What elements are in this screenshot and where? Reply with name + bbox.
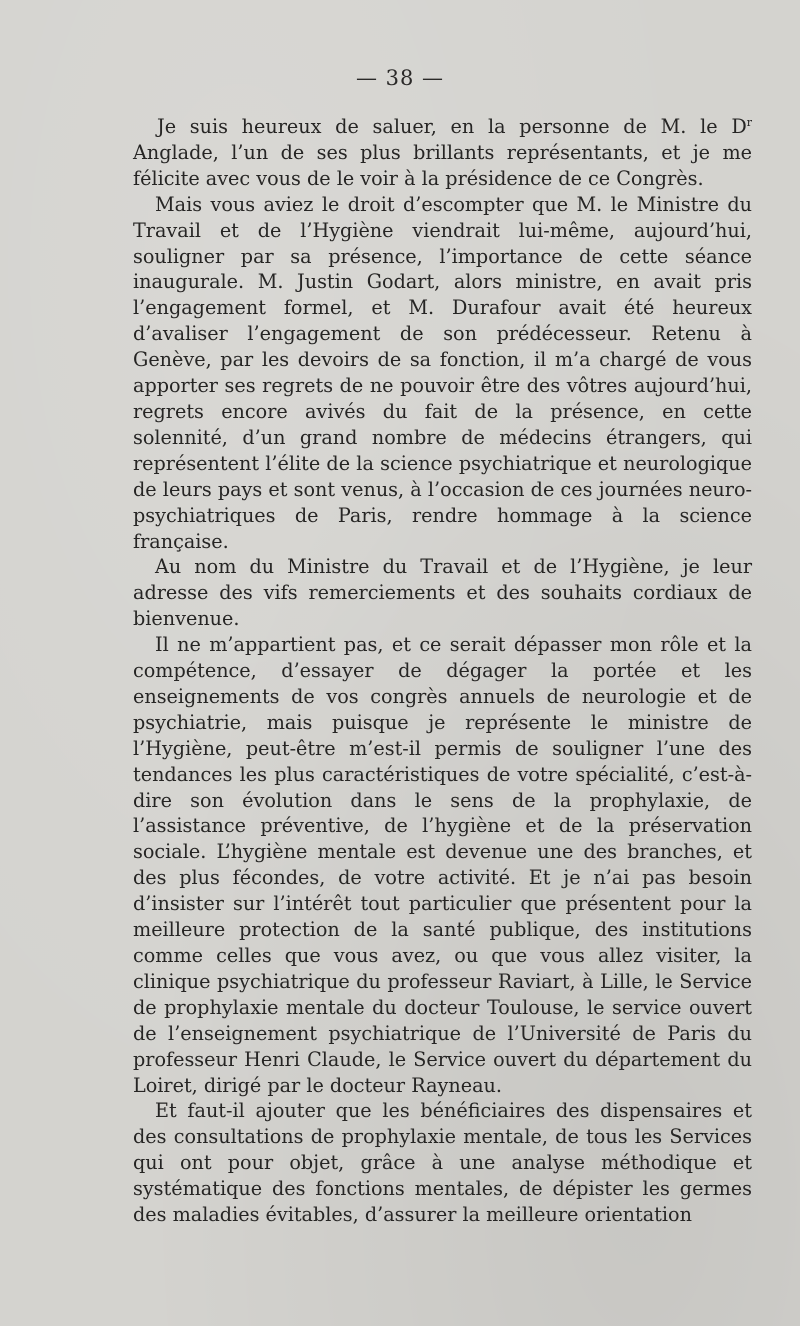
paragraph-5: Et faut-il ajouter que les bénéficiaires des dispensaires et des consultations de prophylaxie mentale, de tous les Services qui ont pour objet, grâce à une analyse méthodique et systématique des fonctions mentales, de dépister les germes des maladies évitables, d’assurer la meilleure orientation (133, 1099, 752, 1227)
doctor-abbreviation-superscript: r (746, 116, 752, 129)
paragraph-2: Mais vous aviez le droit d’escompter que M. le Ministre du Travail et de l’Hygiène viendrait lui-même, aujourd’hui, souligner par sa présence, l’importance de cette séance inaugurale. M. Justin Godart, alors ministre, en avait pris l’engagement formel, et M. Durafour avait été heureux d’avaliser l’engagement de son prédécesseur. Retenu à Genève, par les devoirs de sa fonction, il m’a chargé de vous apporter ses regrets de ne pouvoir être des vôtres aujourd’hui, regrets encore avivés du fait de la présence, en cette solennité, d’un grand nombre de médecins étrangers, qui représentent l’élite de la science psychiatrique et neurologique de leurs pays et sont venus, à l’occasion de ces journées neuro-psychiatriques de Paris, rendre hommage à la science française. (133, 192, 752, 553)
page-number: — 38 — (355, 66, 445, 90)
paragraph-1-text-b: Anglade, l’un de ses plus brillants représentants, et je me félicite avec vous de le voir à la présidence de ce Congrès. (133, 140, 752, 190)
paragraph-1-text-a: Je suis heureux de saluer, en la personne de M. le D (157, 115, 747, 138)
paragraph-1 (133, 114, 752, 192)
paragraph-3: Au nom du Ministre du Travail et de l’Hygiène, je leur adresse des vifs remerciements et des souhaits cordiaux de bienvenue. (133, 555, 752, 631)
body-text (133, 114, 752, 1228)
paragraph-4: Il ne m’appartient pas, et ce serait dépasser mon rôle et la compétence, d’essayer de dégager la portée et les enseignements de vos congrès annuels de neurologie et de psychiatrie, mais puisque je représente le ministre de l’Hygiène, peut-être m’est-il permis de souligner l’une des tendances les plus caractéristiques de votre spécialité, c’est-à-dire son évolution dans le sens de la prophylaxie, de l’assistance préventive, de l’hygiène et de la préservation sociale. L’hygiène mentale est devenue une des branches, et des plus fécondes, de votre activité. Et je n’ai pas besoin d’insister sur l’intérêt tout particulier que présentent pour la meilleure protection de la santé publique, des institutions comme celles que vous avez, ou que vous allez visiter, la clinique psychiatrique du professeur Raviart, à Lille, le Service de prophylaxie mentale du docteur Toulouse, le service ouvert de l’enseignement psychiatrique de l’Université de Paris du professeur Henri Claude, le Service ouvert du département du Loiret, dirigé par le docteur Rayneau. (133, 633, 752, 1097)
